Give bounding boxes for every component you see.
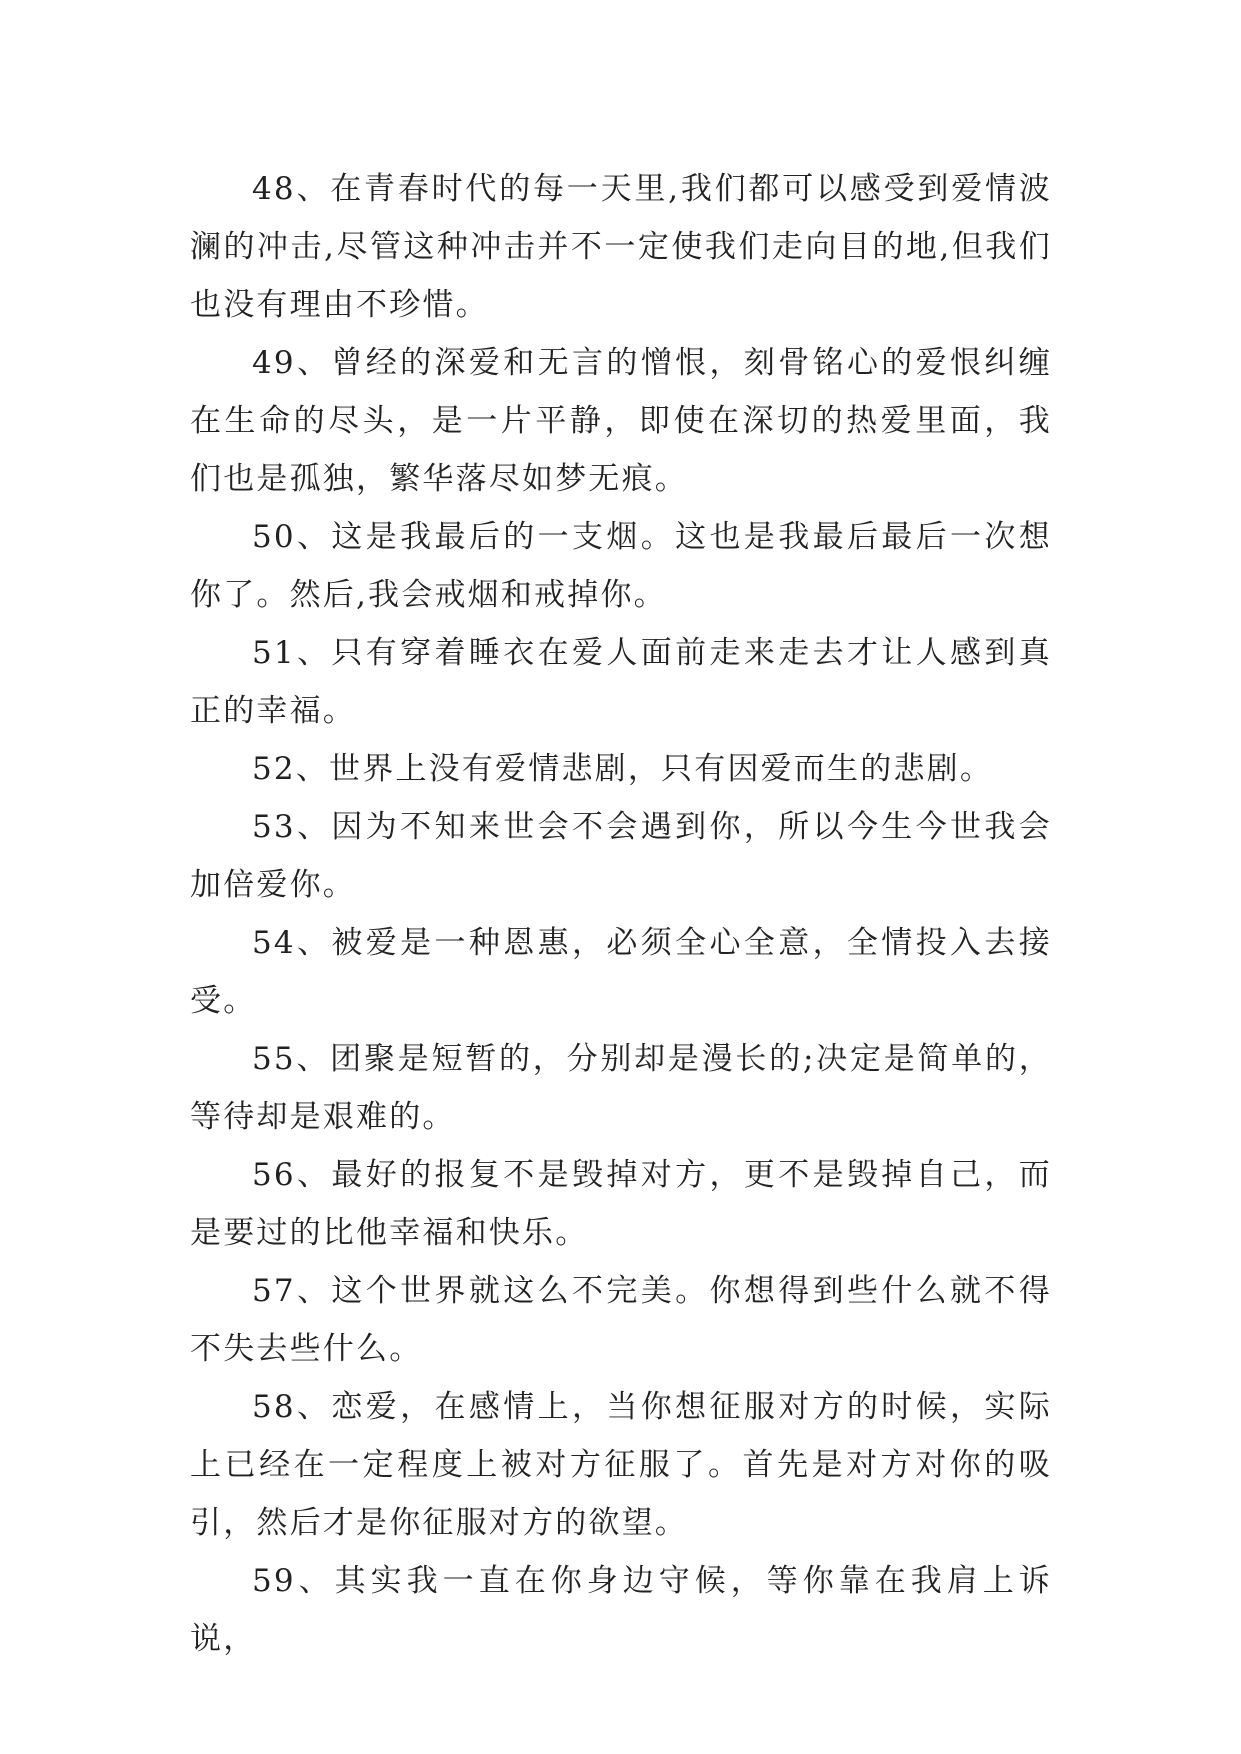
paragraph-51: 51、只有穿着睡衣在爱人面前走来走去才让人感到真正的幸福。 — [190, 635, 1052, 729]
paragraph-48: 48、在青春时代的每一天里,我们都可以感受到爱情波澜的冲击,尽管这种冲击并不一定使我们走向目的地,但我们也没有理由不珍惜。 — [190, 171, 1052, 323]
paragraph-58: 58、恋爱，在感情上，当你想征服对方的时候，实际上已经在一定程度上被对方征服了。首先是对方对你的吸引，然后才是你征服对方的欲望。 — [190, 1389, 1052, 1541]
paragraph-53: 53、因为不知来世会不会遇到你，所以今生今世我会加倍爱你。 — [190, 809, 1052, 903]
paragraph-50: 50、这是我最后的一支烟。这也是我最后最后一次想你了。然后,我会戒烟和戒掉你。 — [190, 519, 1052, 613]
paragraph-52: 52、世界上没有爱情悲剧，只有因爱而生的悲剧。 — [252, 751, 994, 787]
paragraph-49: 49、曾经的深爱和无言的憎恨，刻骨铭心的爱恨纠缠在生命的尽头，是一片平静，即使在深切的热爱里面，我们也是孤独，繁华落尽如梦无痕。 — [190, 345, 1052, 497]
paragraph-57: 57、这个世界就这么不完美。你想得到些什么就不得不失去些什么。 — [190, 1273, 1052, 1367]
paragraph-54: 54、被爱是一种恩惠，必须全心全意，全情投入去接受。 — [190, 925, 1052, 1019]
document-body — [190, 160, 1052, 1668]
paragraph-59: 59、其实我一直在你身边守候，等你靠在我肩上诉说， — [190, 1563, 1052, 1657]
paragraph-55: 55、团聚是短暂的，分别却是漫长的;决定是简单的，等待却是艰难的。 — [190, 1041, 1052, 1135]
paragraph-56: 56、最好的报复不是毁掉对方，更不是毁掉自己，而是要过的比他幸福和快乐。 — [190, 1157, 1052, 1251]
